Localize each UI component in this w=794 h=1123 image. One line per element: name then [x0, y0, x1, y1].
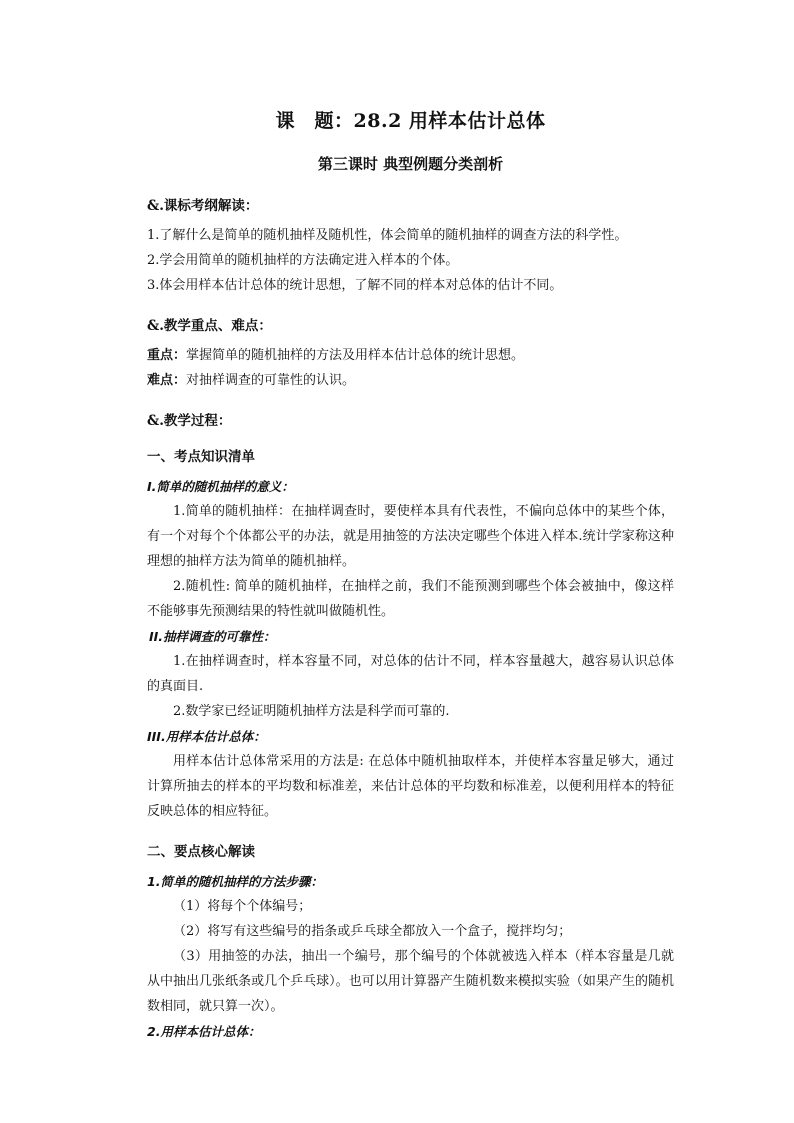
part1-para-5: 用样本估计总体常采用的方法是: 在总体中随机抽取样本，并使样本容量足够大，通过计算所抽去的样本的平均数和标准差，来估计总体的平均数和标准差，以便利用样本的特征反映总体的相应特征。	[147, 754, 674, 819]
part1-heading: 一、考点知识清单	[147, 449, 255, 465]
part1-sub1: I.简单的随机抽样的意义：	[147, 479, 294, 494]
difficult-point-text: 对抽样调查的可靠性的认识。	[186, 373, 356, 388]
part2-sub2: 2.用样本估计总体：	[147, 1024, 261, 1039]
key-point-text: 掌握简单的随机抽样的方法及用样本估计总体的统计思想。	[186, 348, 525, 363]
key-point	[147, 343, 674, 368]
part1-para-3: 1.在抽样调查时，样本容量不同，对总体的估计不同，样本容量越大，越容易认识总体的真面目.	[147, 654, 674, 694]
document-content	[147, 106, 674, 1044]
part1-para-2: 2.随机性: 简单的随机抽样，在抽样之前，我们不能预测到哪些个体会被抽中，像这样不能够事先预测结果的特性就叫做随机性。	[147, 579, 674, 619]
curriculum-item-3: 3.体会用样本估计总体的统计思想，了解不同的样本对总体的估计不同。	[147, 278, 563, 293]
curriculum-item-2: 2.学会用简单的随机抽样的方法确定进入样本的个体。	[147, 253, 459, 268]
part2-heading: 二、要点核心解读	[147, 844, 255, 860]
difficult-point	[147, 368, 674, 393]
part2-step-2: （2）将写有这些编号的指条或乒乓球全都放入一个盒子，搅拌均匀；	[173, 924, 572, 939]
curriculum-heading: &.课标考纲解读：	[147, 198, 259, 214]
part2-step-3: （3）用抽签的办法，抽出一个编号，那个编号的个体就被选入样本（样本容量是几就从中抽出几张纸条或几个乒乓球）。也可以用计算器产生随机数来模拟实验（如果产生的随机数相同，就只算一次）。	[147, 949, 674, 1014]
lesson-subtitle: 第三课时 典型例题分类剖析	[317, 155, 504, 173]
part1-para-1: 1.简单的随机抽样：在抽样调查时，要使样本具有代表性，不偏向总体中的某些个体，有一个对每个个体都公平的办法，就是用抽签的方法决定哪些个体进入样本.统计学家称这种理想的抽样方法为简单的随机抽样。	[147, 504, 674, 569]
process-heading: &.教学过程：	[147, 413, 232, 429]
lesson-title: 课 题：28.2 用样本估计总体	[275, 110, 546, 132]
part1-sub2: II.抽样调查的可靠性：	[149, 629, 276, 644]
part1-sub3: III.用样本估计总体：	[147, 729, 266, 744]
difficult-point-label: 难点：	[147, 373, 187, 388]
key-point-label: 重点：	[147, 348, 187, 363]
part1-para-4: 2.数学家已经证明随机抽样方法是科学而可靠的.	[173, 704, 450, 719]
key-points-heading: &.教学重点、难点：	[147, 318, 272, 334]
curriculum-item-1: 1.了解什么是简单的随机抽样及随机性，体会简单的随机抽样的调查方法的科学性。	[147, 228, 628, 243]
part2-sub1: 1.简单的随机抽样的方法步骤：	[147, 874, 323, 889]
part2-step-1: （1）将每个个体编号；	[173, 899, 312, 914]
